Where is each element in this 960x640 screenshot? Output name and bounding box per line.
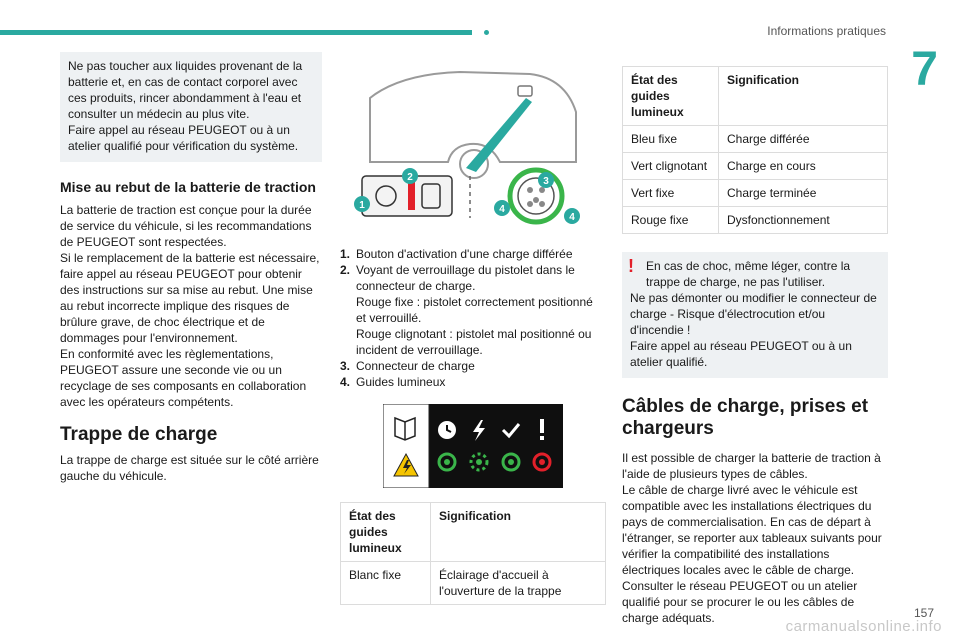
callout-1 <box>354 196 370 212</box>
paragraph <box>60 202 322 410</box>
table-header: État des guides lumineux <box>623 67 719 126</box>
table-cell: Charge terminée <box>719 180 888 207</box>
table-header: Signification <box>719 67 888 126</box>
note-line: Faire appel au réseau PEUGEOT ou à un atelier qualifié pour vérification du système. <box>68 123 299 153</box>
table-cell: Blanc fixe <box>341 562 431 605</box>
status-icon-panel <box>383 404 563 488</box>
svg-text:1: 1 <box>359 200 365 211</box>
legend-text: Voyant de verrouillage du pistolet dans le connecteur de charge. <box>356 263 575 293</box>
pin-shape <box>539 187 545 193</box>
legend-item <box>340 246 606 262</box>
table-cell: Éclairage d'accueil à l'ouverture de la trappe <box>431 562 606 605</box>
status-icons <box>383 404 563 488</box>
svg-text:4: 4 <box>569 212 575 223</box>
table-header: Signification <box>431 503 606 562</box>
ring-green-icon <box>503 454 519 470</box>
heading-trappe: Trappe de charge <box>60 424 218 445</box>
legend-text: Rouge fixe : pistolet correctement positionné et verrouillé. <box>356 295 593 325</box>
legend-number: 1. <box>340 247 351 261</box>
check-icon <box>503 424 519 436</box>
note-box <box>60 52 322 162</box>
warning-box <box>622 252 888 378</box>
table-header-row <box>341 503 606 562</box>
lock-indicator <box>408 182 415 210</box>
legend-list <box>340 246 606 390</box>
clock-icon <box>438 421 456 439</box>
paragraph-line: En conformité avec les règlementations, PEUGEOT assure une seconde vie ou un recyclage de ses composants en collaboration avec les opérateurs compétents. <box>60 347 307 409</box>
table-cell: Bleu fixe <box>623 126 719 153</box>
paragraph <box>622 450 888 626</box>
page-number: 157 <box>913 606 934 620</box>
paragraph-line: La batterie de traction est conçue pour la durée de service du véhicule, si les recommandations de PEUGEOT sont respectées. <box>60 203 312 249</box>
table-row <box>623 126 888 153</box>
warning-exclamation-icon: ! <box>628 256 634 276</box>
table-cell: Dysfonctionnement <box>719 207 888 234</box>
car-outline <box>370 72 576 162</box>
paragraph-line: Consulter le réseau PEUGEOT ou un atelier qualifié pour se procurer le ou les câbles de charge adéquats. <box>622 579 858 625</box>
table-cell: Rouge fixe <box>623 207 719 234</box>
note-line: Ne pas toucher aux liquides provenant de la batterie et, en cas de contact corporel avec ces produits, rincer abondamment à l'eau et consulter un médecin au plus vite. <box>68 59 303 121</box>
watermark: carmanualsonline.info <box>785 618 942 635</box>
table-cell: Charge en cours <box>719 153 888 180</box>
legend-text: Guides lumineux <box>356 375 446 389</box>
callout-4-left <box>494 200 510 216</box>
ring-white-icon <box>439 454 455 470</box>
table-cell: Vert clignotant <box>623 153 719 180</box>
table-header-row <box>623 67 888 126</box>
legend-text: Bouton d'activation d'une charge différée <box>356 247 573 261</box>
legend-item <box>340 358 606 374</box>
table-row <box>623 153 888 180</box>
table-cell: Charge différée <box>719 126 888 153</box>
column-right <box>622 52 888 626</box>
svg-text:4: 4 <box>499 204 505 215</box>
warning-line: Ne pas démonter ou modifier le connecteur de charge - Risque d'électrocution et/ou d'incendie ! <box>630 291 877 337</box>
table-row <box>623 180 888 207</box>
lightning-icon <box>473 420 485 441</box>
paragraph-line: Il est possible de charger la batterie de traction à l'aide de plusieurs types de câbles. <box>622 451 881 481</box>
header-accent-bar <box>0 30 472 35</box>
heading-cables: Câbles de charge, prises et chargeurs <box>622 396 869 439</box>
pin-shape <box>533 197 539 203</box>
pin-shape <box>527 187 533 193</box>
trappe-paragraph: La trappe de charge est située sur le côté arrière gauche du véhicule. <box>60 453 319 483</box>
legend-item <box>340 374 606 390</box>
paragraph-line: Si le remplacement de la batterie est nécessaire, faire appel au réseau PEUGEOT pour obtenir des instructions sur sa mise au rebut. Une mise au rebut incorrecte implique des risques de brûlure grave, de choc électrique et de dommages pour l'environnement. <box>60 251 320 345</box>
legend-item <box>340 262 606 358</box>
legend-text: Connecteur de charge <box>356 359 475 373</box>
header-accent-dot <box>484 30 489 35</box>
table-header: État des guides lumineux <box>341 503 431 562</box>
table-row <box>623 207 888 234</box>
legend-number: 4. <box>340 375 351 389</box>
table-cell: Vert fixe <box>623 180 719 207</box>
warning-line: En cas de choc, même léger, contre la trappe de charge, ne pas l'utiliser. <box>646 259 851 289</box>
states-table-1 <box>340 502 606 605</box>
svg-text:3: 3 <box>543 176 549 187</box>
states-table-2 <box>622 66 888 234</box>
callout-2 <box>402 168 418 184</box>
pin-shape <box>527 201 533 207</box>
chapter-number: 7 <box>911 43 938 96</box>
charging-flap-illustration <box>340 52 606 232</box>
callout-3 <box>538 172 554 188</box>
warning-line: Faire appel au réseau PEUGEOT ou à un atelier qualifié. <box>630 339 852 369</box>
charging-flap-figure <box>340 52 606 232</box>
column-middle <box>340 52 606 605</box>
table-row <box>341 562 606 605</box>
section-title: Informations pratiques <box>767 24 886 38</box>
legend-number: 3. <box>340 359 351 373</box>
legend-number: 2. <box>340 263 351 277</box>
exclamation-icon <box>540 419 544 440</box>
heading-recycling: Mise au rebut de la batterie de traction <box>60 179 316 195</box>
column-left <box>60 52 322 484</box>
pin-shape <box>539 201 545 207</box>
ring-blinking-icon <box>471 454 487 470</box>
flap-shape <box>518 86 532 96</box>
svg-text:2: 2 <box>407 172 413 183</box>
callout-4-right <box>564 208 580 224</box>
paragraph-line: Le câble de charge livré avec le véhicule est compatible avec les installations électriques du pays de commercialisation. En cas de départ à l'étranger, se reporter aux tableaux suivants pour vérifier la compatibilité des installations électriques locales avec le câble de charge. <box>622 483 882 577</box>
ring-red-icon <box>534 454 550 470</box>
legend-text: Rouge clignotant : pistolet mal positionné ou incident de verrouillage. <box>356 327 592 357</box>
